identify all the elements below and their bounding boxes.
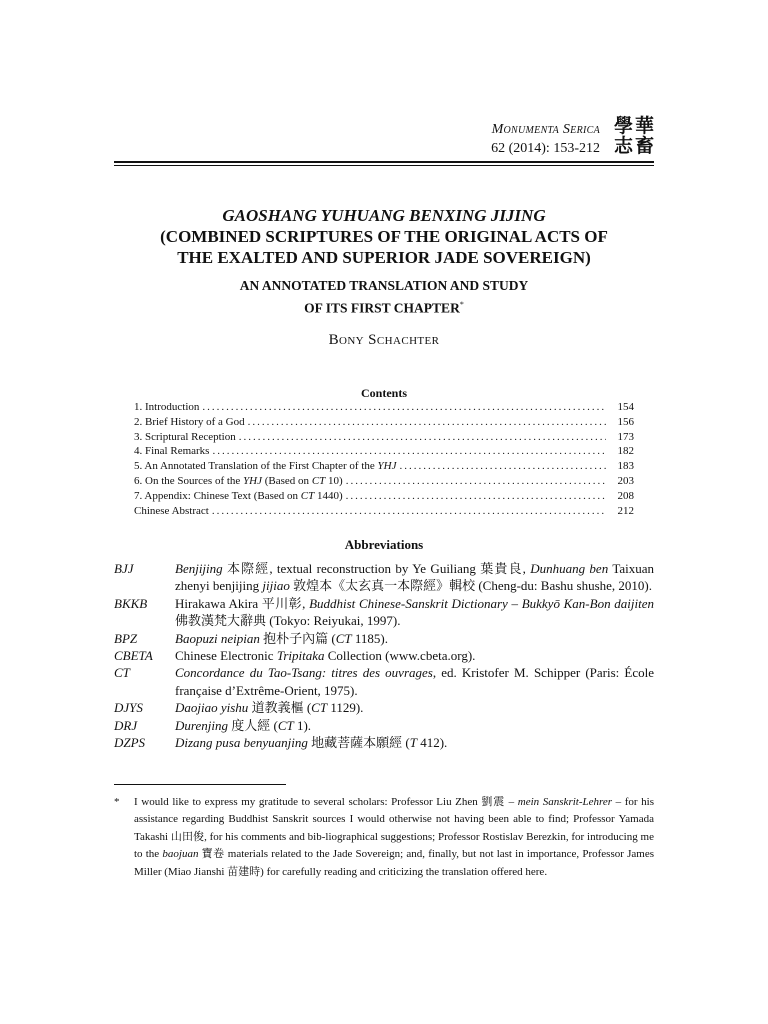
definition-part: Concordance du Tao-Tsang: titres des ouvrages xyxy=(175,665,433,681)
definition-part: Durenjing xyxy=(175,717,228,733)
footnote-part: baojuan xyxy=(162,848,199,861)
abbreviation-entry xyxy=(114,717,654,734)
toc-label xyxy=(134,445,212,457)
toc-entry xyxy=(134,416,634,431)
definition-part: 412). xyxy=(416,735,448,751)
toc-entry xyxy=(134,431,634,446)
title-line-1: GAOSHANG YUHUANG BENXING JIJING xyxy=(222,206,546,225)
toc-label xyxy=(134,401,202,413)
definition-part: 佛教漢梵大辭典 (Tokyo: Reiyukai, 1997). xyxy=(175,613,401,629)
toc-page-number: 156 xyxy=(617,415,634,428)
definition-part: CT xyxy=(311,700,328,716)
definition-part: Taixuan zhenyi benjijing xyxy=(175,561,655,594)
toc-leader-dots xyxy=(212,445,606,457)
definition-part: jijiao xyxy=(262,578,290,594)
author-name: Bony Schachter xyxy=(328,332,440,348)
abbreviation-entry xyxy=(114,595,654,630)
definition-part: T xyxy=(409,735,417,751)
toc-label xyxy=(134,460,399,472)
definition-part: 1129). xyxy=(327,700,364,716)
toc-entry xyxy=(134,445,634,460)
toc-label xyxy=(134,431,239,443)
footnote-part: 寶卷 materials related to the Jade Sovereign; and, finally, but not last in importance, Professor James Miller (Miao Jianshi 苗建時) for carefully reading and criticizing the translation offered here. xyxy=(134,848,654,878)
footnote-part: I would like to express my gratitude to several scholars: Professor Liu Zhen 劉震 – xyxy=(134,796,518,808)
toc-label-part: 2. Brief History of a God xyxy=(134,415,245,428)
footnote-part: mein Sanskrit-Lehrer xyxy=(517,796,613,808)
definition-part: Collection (www.cbeta.org). xyxy=(324,648,476,664)
toc-entry xyxy=(134,490,634,505)
toc-label-part: CT xyxy=(311,474,326,487)
toc-label-part: 3. Scriptural Reception xyxy=(134,430,236,443)
toc-page-number: 173 xyxy=(617,430,634,443)
title-line-2: (COMBINED SCRIPTURES OF THE ORIGINAL ACTS OF xyxy=(160,227,608,246)
definition-part: 敦煌本《太玄真一本際經》輯校 (Cheng-du: Bashu shushe, 2010). xyxy=(289,578,653,594)
toc-label-part: 1440) xyxy=(314,489,343,502)
definition-part: 地藏菩薩本願經 ( xyxy=(307,735,410,751)
toc-label-part: 1. Introduction xyxy=(134,401,200,413)
table-of-contents xyxy=(134,401,634,519)
toc-page-number: 183 xyxy=(617,460,634,473)
header-rule-thick xyxy=(114,161,654,163)
article-subtitle xyxy=(114,276,654,318)
definition-part: 抱朴子內篇 ( xyxy=(259,630,336,646)
definition-part: Baopuzi neipian xyxy=(175,630,260,646)
toc-label xyxy=(134,490,346,502)
toc-entry xyxy=(134,401,634,416)
abbreviation-entry xyxy=(114,699,654,716)
abbreviation-entry xyxy=(114,560,654,595)
definition-part: Dizang pusa benyuanjing xyxy=(175,735,308,751)
abbreviation-key: CT xyxy=(114,665,130,681)
definition-part: , ed. Kristofer M. Schipper (Paris: École française d’Extrême-Orient, 1975). xyxy=(175,665,654,698)
toc-label-part: 4. Final Remarks xyxy=(134,445,210,458)
abbreviation-key: DJYS xyxy=(114,700,143,716)
toc-label xyxy=(134,475,346,487)
abbreviation-entry xyxy=(114,647,654,664)
toc-leader-dots xyxy=(399,460,606,472)
abbreviation-definition xyxy=(175,664,654,699)
seal-line-2: 志畜 xyxy=(613,135,656,157)
toc-label xyxy=(134,505,212,517)
journal-seal-logo xyxy=(610,116,660,156)
toc-label xyxy=(134,416,248,428)
toc-page-number: 208 xyxy=(617,489,634,502)
abbreviations-heading: Abbreviations xyxy=(344,537,424,552)
toc-leader-dots xyxy=(346,475,606,487)
toc-label-part: Chinese Abstract xyxy=(134,504,209,517)
title-line-3: THE EXALTED AND SUPERIOR JADE SOVEREIGN) xyxy=(177,248,591,267)
abbreviation-key: BKKB xyxy=(114,595,148,611)
abbreviation-definition xyxy=(175,595,654,630)
definition-part: 度人經 ( xyxy=(227,717,278,733)
abbreviation-key: BPZ xyxy=(114,630,138,646)
definition-part: 1185). xyxy=(351,630,388,646)
toc-leader-dots xyxy=(239,431,606,443)
toc-entry xyxy=(134,505,634,520)
abbreviation-definition xyxy=(175,647,654,664)
toc-label-part: 5. An Annotated Translation of the First Chapter of the xyxy=(134,460,378,473)
toc-label-part: 6. On the Sources of the xyxy=(134,474,244,487)
seal-line-1: 學華 xyxy=(613,115,656,137)
abbreviation-entry xyxy=(114,664,654,699)
toc-label-part: CT xyxy=(300,489,315,502)
definition-part: Daojiao yishu xyxy=(175,700,249,716)
toc-leader-dots xyxy=(248,416,606,428)
toc-label-part: 7. Appendix: Chinese Text (Based on xyxy=(134,489,301,502)
definition-part: Tripitaka xyxy=(276,648,325,664)
contents-heading: Contents xyxy=(360,386,407,400)
toc-label-part: YHJ xyxy=(377,460,397,473)
definition-part: 1). xyxy=(293,717,312,733)
definition-part: CT xyxy=(335,630,352,646)
definition-part: Buddhist Chinese-Sanskrit Dictionary – Bukkyō Kan-Bon daijiten xyxy=(309,595,654,611)
abbreviation-key: BJJ xyxy=(114,561,134,576)
journal-citation: 62 (2014): 153-212 xyxy=(491,141,600,156)
footnote-part: – for his assistance regarding Buddhist Sanskrit sources I would otherwise not having been able to find; Professor Yamada Takashi 山田俊, for his comments and bib-liographical suggestions; Professor Rostislav Berezkin, for introducing me to the xyxy=(134,796,655,861)
definition-part: Chinese Electronic xyxy=(175,648,277,664)
abbreviation-definition xyxy=(175,717,654,734)
definition-part: Dunhuang ben xyxy=(530,561,609,576)
abbreviation-entry xyxy=(114,630,654,647)
abbreviation-definition xyxy=(175,630,654,647)
journal-header xyxy=(491,120,600,158)
subtitle-line-2: OF ITS FIRST CHAPTER xyxy=(304,300,460,316)
toc-leader-dots xyxy=(202,401,606,413)
subtitle-line-1: AN ANNOTATED TRANSLATION AND STUDY xyxy=(239,278,529,293)
toc-entry xyxy=(134,460,634,475)
abbreviation-entry xyxy=(114,734,654,751)
footnote-marker: * xyxy=(114,796,120,808)
definition-part: CT xyxy=(277,717,294,733)
journal-name: Monumenta Serica xyxy=(491,122,600,137)
abbreviation-definition xyxy=(175,699,654,716)
definition-part: Hirakawa Akira 平川彰, xyxy=(175,595,310,611)
toc-entry xyxy=(134,475,634,490)
abbreviation-key: DRJ xyxy=(114,717,138,733)
toc-leader-dots xyxy=(346,490,606,502)
toc-leader-dots xyxy=(212,505,606,517)
definition-part: 道教義樞 ( xyxy=(248,700,312,716)
abbreviation-key: CBETA xyxy=(114,648,153,664)
toc-page-number: 203 xyxy=(617,474,634,487)
toc-label-part: (Based on xyxy=(262,474,312,487)
footnote-rule xyxy=(114,784,286,785)
abbreviation-key: DZPS xyxy=(114,735,146,751)
footnote-text xyxy=(134,794,654,881)
abbreviation-definition xyxy=(175,560,654,595)
article-title xyxy=(114,205,654,268)
toc-page-number: 154 xyxy=(617,401,634,413)
toc-page-number: 182 xyxy=(617,445,634,458)
title-footnote-marker: * xyxy=(459,300,464,309)
toc-page-number: 212 xyxy=(617,504,634,517)
definition-part: Benjijing xyxy=(175,561,223,576)
abbreviations-list xyxy=(114,560,654,751)
toc-label-part: 10) xyxy=(325,474,343,487)
definition-part: 本際經, textual reconstruction by Ye Guiliang 葉貴良, xyxy=(222,561,531,576)
footnote xyxy=(114,794,654,881)
header-rule-thin xyxy=(114,165,654,166)
abbreviation-definition xyxy=(175,734,654,751)
toc-label-part: YHJ xyxy=(243,474,263,487)
